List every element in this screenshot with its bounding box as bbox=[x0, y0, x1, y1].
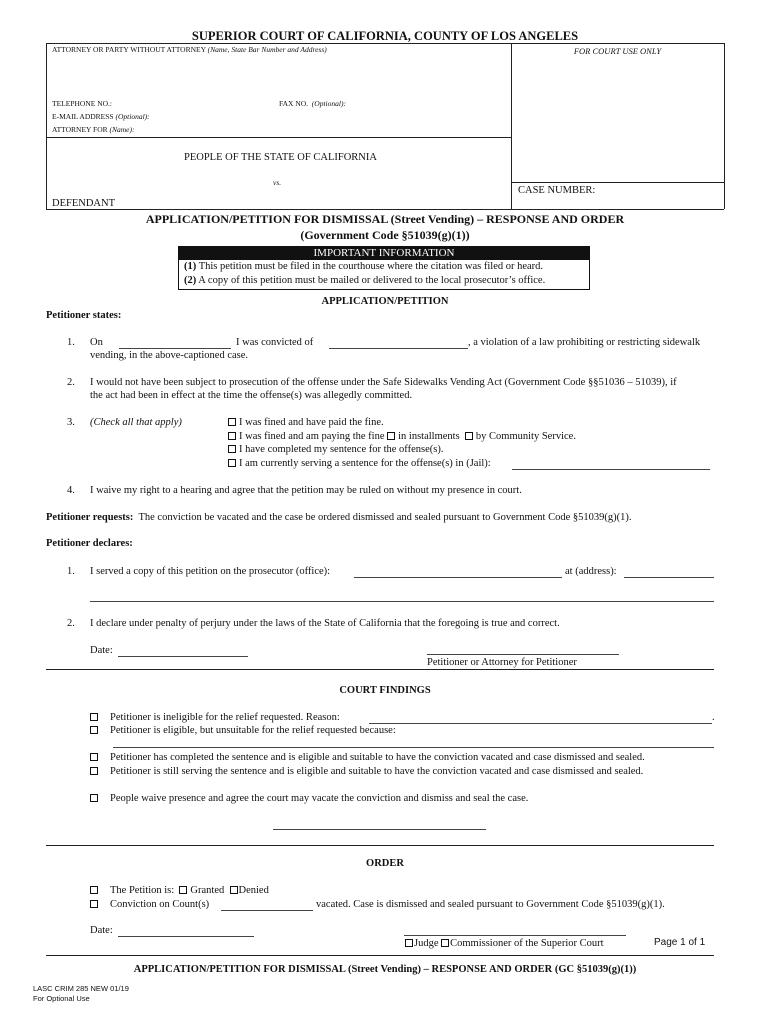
checkbox-icon[interactable] bbox=[228, 445, 236, 453]
caption-top-line bbox=[46, 43, 724, 44]
order-date-label: Date: bbox=[90, 925, 113, 936]
order-petition-ruling[interactable]: The Petition is: Granted Denied bbox=[90, 885, 269, 896]
petitioner-signature-label: Petitioner or Attorney for Petitioner bbox=[427, 657, 577, 668]
order-vacated-text: vacated. Case is dismissed and sealed pursuant to Government Code §51039(g)(1). bbox=[316, 899, 665, 910]
attorney-section-divider bbox=[46, 137, 511, 138]
statement-1-continued: vending, in the above-captioned case. bbox=[90, 350, 249, 361]
footer-separator bbox=[46, 955, 714, 956]
declaration-1-text: I served a copy of this petition on the prosecutor (office): bbox=[90, 566, 331, 577]
checkbox-icon[interactable] bbox=[230, 886, 238, 894]
case-number-label: CASE NUMBER: bbox=[518, 185, 596, 196]
attorney-for-label: ATTORNEY FOR (Name): bbox=[52, 125, 135, 134]
fax-label: FAX NO. (Optional): bbox=[279, 99, 346, 108]
unsuitable-reason-field[interactable] bbox=[113, 747, 714, 748]
statement-1-on: On bbox=[90, 337, 103, 348]
checkbox-icon[interactable] bbox=[387, 432, 395, 440]
period-mark: . bbox=[712, 712, 715, 723]
finding-ineligible[interactable]: Petitioner is ineligible for the relief requested. Reason: bbox=[90, 712, 340, 723]
page-number: Page 1 of 1 bbox=[654, 937, 706, 948]
order-separator bbox=[46, 845, 714, 846]
checkbox-icon[interactable] bbox=[90, 726, 98, 734]
statement-1-violation: , a violation of a law prohibiting or restricting sidewalk bbox=[468, 337, 701, 348]
counts-field[interactable] bbox=[221, 910, 313, 911]
court-use-divider bbox=[511, 43, 512, 209]
case-number-divider bbox=[511, 182, 724, 183]
checkbox-icon[interactable] bbox=[90, 753, 98, 761]
order-date-field[interactable] bbox=[118, 936, 254, 937]
checkbox-icon[interactable] bbox=[405, 939, 413, 947]
checkbox-icon[interactable] bbox=[90, 794, 98, 802]
option-fine-paying[interactable]: I was fined and am paying the fine in installments by Community Service. bbox=[228, 431, 576, 442]
order-conviction-vacated[interactable]: Conviction on Count(s) bbox=[90, 899, 209, 910]
telephone-label: TELEPHONE NO.: bbox=[52, 99, 112, 108]
petitioner-signature-field[interactable] bbox=[427, 654, 619, 655]
checkbox-icon[interactable] bbox=[90, 886, 98, 894]
statement-2-number: 2. bbox=[67, 377, 75, 388]
checkbox-icon[interactable] bbox=[179, 886, 187, 894]
court-title: SUPERIOR COURT OF CALIFORNIA, COUNTY OF LOS ANGELES bbox=[191, 29, 579, 43]
findings-signature-field[interactable] bbox=[273, 829, 486, 830]
prosecutor-office-field[interactable] bbox=[354, 577, 562, 578]
petitioner-declares-label: Petitioner declares: bbox=[46, 538, 133, 549]
checkbox-icon[interactable] bbox=[441, 939, 449, 947]
statement-4-number: 4. bbox=[67, 485, 75, 496]
order-heading: ORDER bbox=[366, 858, 404, 869]
court-use-label: FOR COURT USE ONLY bbox=[573, 46, 662, 56]
declaration-1-number: 1. bbox=[67, 566, 75, 577]
declaration-2-text: I declare under penalty of perjury under the laws of the State of California that the foregoing is true and correct. bbox=[90, 618, 560, 629]
important-info-heading: IMPORTANT INFORMATION bbox=[179, 247, 589, 260]
defendant-label: DEFENDANT bbox=[52, 198, 115, 209]
optional-use-label: For Optional Use bbox=[33, 994, 90, 1003]
judge-commissioner-label[interactable]: Judge Commissioner of the Superior Court bbox=[405, 938, 604, 949]
findings-separator bbox=[46, 669, 714, 670]
finding-completed[interactable]: Petitioner has completed the sentence and is eligible and suitable to have the conviction vacated and case dismissed and sealed. bbox=[90, 752, 645, 763]
form-subtitle: (Government Code §51039(g)(1)) bbox=[300, 228, 470, 242]
checkbox-icon[interactable] bbox=[90, 713, 98, 721]
ineligible-reason-field[interactable] bbox=[369, 723, 712, 724]
jail-field[interactable] bbox=[512, 469, 710, 470]
checkbox-icon[interactable] bbox=[90, 767, 98, 775]
option-fine-paid[interactable]: I was fined and have paid the fine. bbox=[228, 417, 384, 428]
statement-1-number: 1. bbox=[67, 337, 75, 348]
footer-title: APPLICATION/PETITION FOR DISMISSAL (Street Vending) – RESPONSE AND ORDER (GC §51039(g)(1)) bbox=[133, 964, 637, 975]
conviction-date-field[interactable] bbox=[119, 348, 231, 349]
check-all-label: (Check all that apply) bbox=[90, 417, 182, 428]
checkbox-icon[interactable] bbox=[228, 432, 236, 440]
versus-label: vs. bbox=[273, 178, 282, 187]
address-label: at (address): bbox=[565, 566, 617, 577]
important-item-2: (2) A copy of this petition must be mailed or delivered to the local prosecutor’s office. bbox=[184, 275, 546, 286]
important-item-1: (1) This petition must be filed in the courthouse where the citation was filed or heard. bbox=[184, 261, 544, 272]
prosecutor-address-field[interactable] bbox=[624, 577, 714, 578]
finding-serving[interactable]: Petitioner is still serving the sentence and is eligible and suitable to have the conviction vacated and case dismissed and sealed. bbox=[90, 766, 643, 777]
petitioner-date-field[interactable] bbox=[118, 656, 248, 657]
declaration-2-number: 2. bbox=[67, 618, 75, 629]
court-findings-heading: COURT FINDINGS bbox=[339, 685, 431, 696]
application-heading: APPLICATION/PETITION bbox=[321, 296, 449, 307]
statement-4-text: I waive my right to a hearing and agree that the petition may be ruled on without my presence in court. bbox=[90, 485, 522, 496]
form-id: LASC CRIM 285 NEW 01/19 bbox=[33, 984, 129, 993]
finding-waive-presence[interactable]: People waive presence and agree the court may vacate the conviction and dismiss and seal the case. bbox=[90, 793, 528, 804]
form-title: APPLICATION/PETITION FOR DISMISSAL (Street Vending) – RESPONSE AND ORDER bbox=[145, 212, 625, 226]
checkbox-icon[interactable] bbox=[228, 459, 236, 467]
petitioner-requests: Petitioner requests: The conviction be vacated and the case be ordered dismissed and sealed pursuant to Government Code §51039(g)(1). bbox=[46, 512, 632, 523]
petitioner-date-label: Date: bbox=[90, 645, 113, 656]
statement-2-line-2: the act had been in effect at the time the offense(s) was allegedly committed. bbox=[90, 390, 413, 401]
checkbox-icon[interactable] bbox=[228, 418, 236, 426]
prosecutor-address-field-2[interactable] bbox=[90, 601, 714, 602]
people-label: PEOPLE OF THE STATE OF CALIFORNIA bbox=[184, 152, 377, 163]
petitioner-states-label: Petitioner states: bbox=[46, 310, 122, 321]
judge-signature-field[interactable] bbox=[404, 935, 626, 936]
statement-1-convicted: I was convicted of bbox=[236, 337, 314, 348]
email-label: E-MAIL ADDRESS (Optional): bbox=[52, 112, 150, 121]
caption-left-line bbox=[46, 43, 47, 209]
checkbox-icon[interactable] bbox=[90, 900, 98, 908]
option-sentence-completed[interactable]: I have completed my sentence for the offense(s). bbox=[228, 444, 443, 455]
caption-right-line bbox=[724, 43, 725, 209]
important-info-box bbox=[178, 246, 590, 290]
option-serving-sentence[interactable]: I am currently serving a sentence for the offense(s) in (Jail): bbox=[228, 458, 491, 469]
statement-3-number: 3. bbox=[67, 417, 75, 428]
statement-2-line-1: I would not have been subject to prosecution of the offense under the Safe Sidewalks Vending Act (Government Code §§51036 – 51039), if bbox=[90, 377, 677, 388]
conviction-offense-field[interactable] bbox=[329, 348, 468, 349]
checkbox-icon[interactable] bbox=[465, 432, 473, 440]
attorney-label: ATTORNEY OR PARTY WITHOUT ATTORNEY (Name, State Bar Number and Address) bbox=[52, 45, 327, 54]
finding-unsuitable[interactable]: Petitioner is eligible, but unsuitable for the relief requested because: bbox=[90, 725, 396, 736]
caption-bottom-line bbox=[46, 209, 724, 210]
